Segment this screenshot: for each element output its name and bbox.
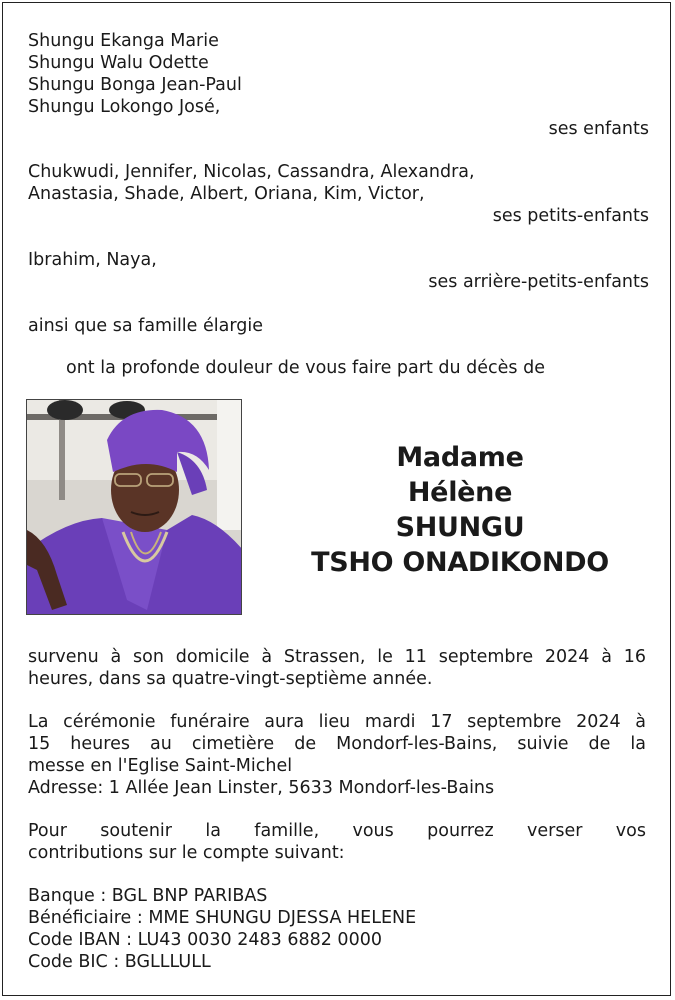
ceremony-line-2: 15 heures au cimetière de Mondorf-les-Bains, suivie de la [28,734,646,754]
death-details-line-1: survenu à son domicile à Strassen, le 11 septembre 2024 à 16 [28,647,646,667]
deceased-surname: SHUNGU [395,512,525,543]
ceremony-line-1: La cérémonie funéraire aura lieu mardi 17 septembre 2024 à [28,712,646,732]
great-grandchildren: Ibrahim, Naya, [28,250,157,270]
children-label: ses enfants [548,119,649,139]
beneficiary: Bénéficiaire : MME SHUNGU DJESSA HELENE [28,908,417,928]
grandchildren-line-1: Chukwudi, Jennifer, Nicolas, Cassandra, Alexandra, [28,162,475,182]
funeral-address: Adresse: 1 Allée Jean Linster, 5633 Mondorf-les-Bains [28,778,495,798]
deceased-title: Madame [396,442,524,473]
support-line-1: Pour soutenir la famille, vous pourrez verser vos [28,821,646,841]
child-name-1: Shungu Ekanga Marie [28,31,219,51]
bank-name: Banque : BGL BNP PARIBAS [28,886,268,906]
iban-code: Code IBAN : LU43 0030 2483 6882 0000 [28,930,382,950]
bic-code: Code BIC : BGLLLULL [28,952,211,972]
child-name-3: Shungu Bonga Jean-Paul [28,75,242,95]
grandchildren-line-2: Anastasia, Shade, Albert, Oriana, Kim, Victor, [28,184,425,204]
child-name-4: Shungu Lokongo José, [28,97,221,117]
deceased-other-names: TSHO ONADIKONDO [311,547,609,578]
deceased-portrait-photo [26,399,242,615]
great-grandchildren-label: ses arrière-petits-enfants [428,272,649,292]
ceremony-line-3: messe en l'Eglise Saint-Michel [28,756,293,776]
grandchildren-label: ses petits-enfants [492,206,649,226]
death-details-line-2: heures, dans sa quatre-vingt-septième année. [28,669,433,689]
extended-family: ainsi que sa famille élargie [28,316,263,336]
announcement: ont la profonde douleur de vous faire part du décès de [66,358,545,378]
deceased-first-name: Hélène [407,477,513,508]
support-line-2: contributions sur le compte suivant: [28,843,345,863]
child-name-2: Shungu Walu Odette [28,53,209,73]
